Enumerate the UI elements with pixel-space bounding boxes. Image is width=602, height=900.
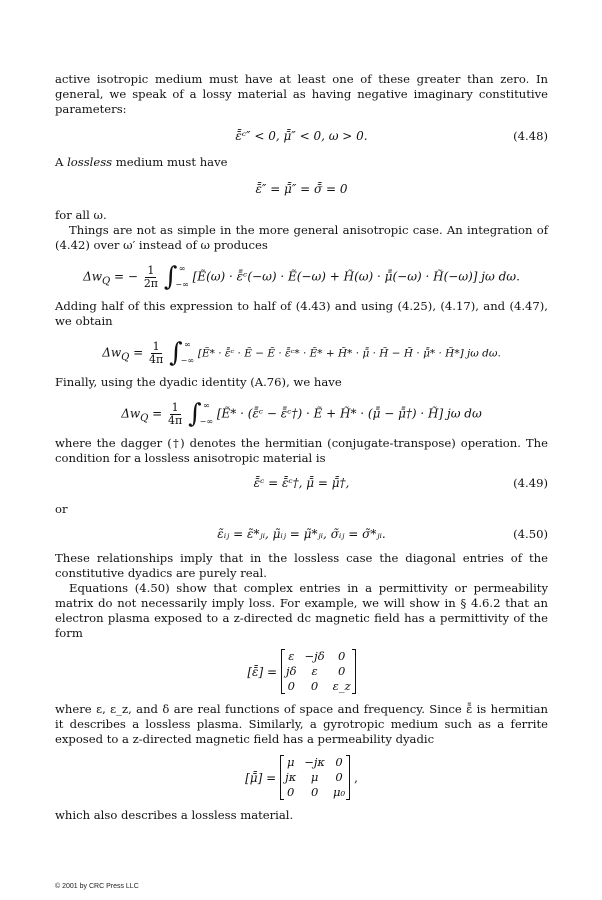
integral-sign: ∫ xyxy=(163,262,178,292)
equation-lossless-expr: ε̄̄″ = μ̄̄″ = σ̄̄ = 0 xyxy=(255,182,348,196)
matrix-cell: μ xyxy=(286,755,295,769)
equation-b-sub: Q xyxy=(121,351,130,363)
integral-lower: −∞ xyxy=(199,417,214,426)
matrix-cell: 0 xyxy=(287,785,295,799)
equation-a-frac-num: 1 xyxy=(147,263,155,277)
equation-c-lhs: Δw xyxy=(121,406,141,421)
matrix-cell: μ xyxy=(310,770,319,784)
matrix-cell: −jδ xyxy=(304,649,325,663)
equation-b-integral xyxy=(169,337,194,369)
equation-c-body: [Ẽ* · (ε̄̄ᶜ − ε̄̄ᶜ†) · Ẽ + H̃* · (μ̄̄ − μ̄̄†) · H̃] jω dω xyxy=(216,406,482,421)
matrix-row xyxy=(281,770,350,785)
equation-c-integral xyxy=(188,398,213,430)
matrix-cell: ε xyxy=(288,649,295,663)
integral-sign: ∫ xyxy=(169,338,183,368)
matrix-mu-tail: , xyxy=(354,770,358,785)
equation-lossless xyxy=(55,182,548,196)
equation-a-lhs: Δw xyxy=(83,269,103,284)
matrix-mu-table xyxy=(280,755,350,800)
equation-4-48-expr: ε̄̄ᶜ″ < 0, μ̄̄″ < 0, ω > 0. xyxy=(235,129,368,143)
equation-a xyxy=(55,261,548,293)
paragraph-or: or xyxy=(55,502,68,516)
matrix-cell: 0 xyxy=(310,679,319,693)
integral-upper: ∞ xyxy=(203,401,210,410)
matrix-row xyxy=(282,679,356,694)
paragraph-6: Finally, using the dyadic identity (A.76), we have xyxy=(55,375,342,389)
matrix-cell: 0 xyxy=(337,664,346,678)
equation-4-48-number: (4.48) xyxy=(513,129,548,143)
paragraph-9: Equations (4.50) show that complex entries in a permittivity or permeability matrix do not necessarily imply loss. For example, we will show in § 4.6.2 that an electron plasma exposed to a z-directed dc magnetic field has a permittivity of the form xyxy=(55,581,548,640)
paragraph-2 xyxy=(55,155,548,170)
paragraph-4: Things are not as simple in the more general anisotropic case. An integration of (4.42) over ω′ instead of ω produces xyxy=(55,223,548,252)
paragraph-11: which also describes a lossless material. xyxy=(55,808,294,822)
matrix-epsilon-lhs: [ε̄̄] = xyxy=(247,664,278,679)
equation-4-49 xyxy=(55,476,548,490)
paragraph-2-prefix: A xyxy=(55,155,68,169)
equation-4-50 xyxy=(55,527,548,541)
equation-4-50-number: (4.50) xyxy=(513,527,548,541)
matrix-mu-brackets xyxy=(280,755,350,800)
equation-a-frac-den: 2π xyxy=(143,276,159,290)
matrix-epsilon-table xyxy=(281,649,356,694)
equation-b-body: [Ẽ* · ε̄̄ᶜ · Ẽ − Ẽ · ε̄̄ᶜ* · Ẽ* + H̃* · μ̄̄ · H̃ − H̃ · μ̄̄* · H̃*] jω dω. xyxy=(197,347,501,360)
equation-c-eq: = xyxy=(148,406,167,421)
equation-b-eq: = xyxy=(129,345,148,360)
copyright-footer: © 2001 by CRC Press LLC xyxy=(55,883,139,890)
matrix-mu-wrap xyxy=(245,755,358,800)
paragraph-8: These relationships imply that in the lossless case the diagonal entries of the constitutive dyadics are purely real. xyxy=(55,551,548,580)
matrix-epsilon-wrap xyxy=(247,649,355,694)
equation-4-49-expr: ε̄̄ᶜ = ε̄̄ᶜ†, μ̄̄ = μ̄̄†, xyxy=(253,476,350,490)
equation-c-sub: Q xyxy=(140,412,149,424)
paragraph-7: where the dagger (†) denotes the hermitian (conjugate-transpose) operation. The condition for a lossless anisotropic material is xyxy=(55,436,548,465)
matrix-row xyxy=(282,664,356,679)
equation-4-49-number: (4.49) xyxy=(513,476,548,490)
equation-c xyxy=(55,398,548,430)
matrix-cell: −jκ xyxy=(304,755,325,769)
paragraph-5: Adding half of this expression to half of (4.43) and using (4.25), (4.17), and (4.47), we obtain xyxy=(55,299,548,328)
matrix-row xyxy=(281,755,350,770)
equation-a-fraction xyxy=(144,265,158,290)
matrix-row xyxy=(282,649,356,664)
page-body xyxy=(55,72,548,823)
matrix-mu-lhs: [μ̄̄] = xyxy=(245,770,277,785)
equation-b-frac-den: 4π xyxy=(149,352,164,366)
equation-b-frac-num: 1 xyxy=(152,339,160,353)
integral-lower: −∞ xyxy=(175,280,189,289)
equation-c-frac-den: 4π xyxy=(168,413,183,427)
matrix-cell: 0 xyxy=(335,755,343,769)
matrix-cell: ε xyxy=(311,664,318,678)
equation-c-fraction xyxy=(168,402,182,427)
integral-upper: ∞ xyxy=(183,340,191,349)
matrix-cell: 0 xyxy=(337,649,346,663)
matrix-epsilon-brackets xyxy=(281,649,356,694)
equation-4-48 xyxy=(55,129,548,143)
matrix-cell: 0 xyxy=(287,679,295,693)
matrix-cell: jκ xyxy=(285,770,297,784)
matrix-row xyxy=(281,785,350,800)
equation-a-body: [Ẽ(ω) · ε̄̄ᶜ(−ω) · Ẽ(−ω) + H̃(ω) · μ̄̄(−ω) · H̃(−ω)] jω dω. xyxy=(192,269,520,284)
paragraph-2-emphasis: lossless xyxy=(67,155,113,169)
matrix-cell: 0 xyxy=(310,785,319,799)
matrix-cell: 0 xyxy=(335,770,343,784)
paragraph-1: active isotropic medium must have at least one of these greater than zero. In general, we speak of a lossy material as having negative imaginary constitutive parameters: xyxy=(55,72,548,116)
matrix-epsilon xyxy=(55,649,548,694)
paragraph-3: for all ω. xyxy=(55,208,107,222)
equation-c-frac-num: 1 xyxy=(171,400,179,414)
equation-a-sub: Q xyxy=(102,275,111,287)
matrix-cell: ε_z xyxy=(332,679,351,693)
paragraph-10: where ε, ε_z, and δ are real functions of space and frequency. Since ε̄̄ is hermitian it describes a lossless plasma. Similarly, a gyrotropic medium such as a ferrite exposed to a z-directed magnetic field has a permeability dyadic xyxy=(55,702,548,746)
equation-a-integral xyxy=(164,261,189,293)
equation-a-eq: = − xyxy=(110,269,138,284)
equation-4-50-expr: ε̃ᵢⱼ = ε̃*ⱼᵢ, μ̃ᵢⱼ = μ̃*ⱼᵢ, σ̃ᵢⱼ = σ̃*ⱼᵢ. xyxy=(217,527,386,541)
matrix-cell: jδ xyxy=(286,664,297,678)
matrix-mu xyxy=(55,755,548,800)
equation-b xyxy=(55,337,548,369)
matrix-cell: μ₀ xyxy=(332,785,346,799)
paragraph-2-suffix: medium must have xyxy=(112,155,228,169)
integral-sign: ∫ xyxy=(188,399,202,429)
integral-upper: ∞ xyxy=(178,264,186,273)
integral-lower: −∞ xyxy=(180,356,195,365)
equation-b-lhs: Δw xyxy=(102,345,122,360)
equation-b-fraction xyxy=(149,341,163,366)
